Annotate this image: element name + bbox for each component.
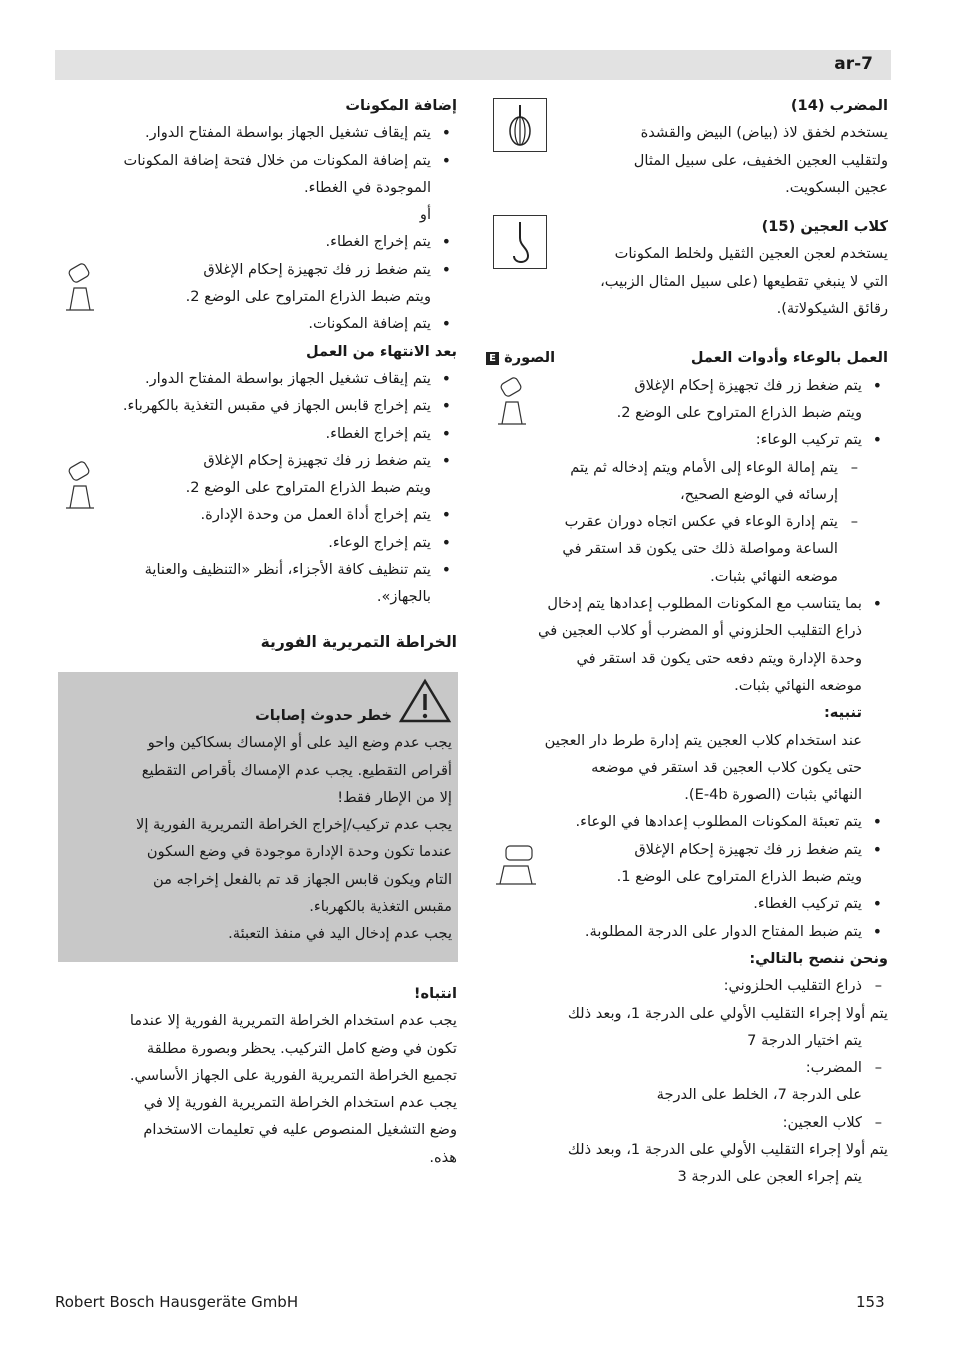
list-item: ويتم ضبط الذراع المتراوح على الوضع 2. — [616, 403, 862, 421]
whisk-line: عجين البسكويت. — [785, 178, 888, 196]
dough-hook-icon — [494, 216, 546, 268]
list-item: موضعه النهائي بثبات. — [734, 676, 862, 694]
list-item: – المضرب: — [486, 1054, 888, 1081]
list-item: • يتم ضغط زر فك تجهيزة إحكام الإغلاق — [55, 256, 457, 283]
figure-tag: E — [486, 352, 499, 365]
warning-line: يجب عدم إدخال اليد في منفذ التعبئة. — [228, 925, 452, 943]
note-line: عند استخدام كلاب العجين يتم إدارة طرط دار العجين — [544, 731, 862, 749]
list-item: • يتم تنظيف كافة الأجزاء، أنظر «التنظيف والعناية — [55, 556, 457, 583]
list-item: الساعة ومواصلة ذلك حتى يكون قد استقر في — [562, 540, 838, 558]
list-item: بالجهاز». — [376, 588, 431, 606]
list-item: إرسائه في الوضع الصحيح، — [679, 485, 838, 503]
attention-line: تجميع الخراطة التمريرية الفورية على الجهاز الأساسي. — [129, 1066, 457, 1084]
list-item: – يتم إدارة الوعاء في عكس اتجاه دوران عقرب — [486, 508, 888, 535]
list-item: الموجودة في الغطاء. — [303, 178, 431, 196]
attention-section — [55, 980, 457, 1171]
list-item: يتم أولا إجراء التقليب الأولي على الدرجة 1، وبعد ذلك — [567, 1004, 888, 1022]
mixer-head-down-icon — [492, 840, 540, 888]
dough-hook-line: رقائق الشيكولاتة). — [776, 300, 888, 318]
attention-title: انتباه! — [413, 985, 457, 1002]
list-item: • يتم تركيب الوعاء: — [558, 426, 888, 453]
list-item: • بما يتناسب مع المكونات المطلوب إعدادها يتم إدخال — [486, 590, 888, 617]
warning-box — [58, 672, 458, 962]
whisk-line: ولتقليب العجين الخفيف، على سبيل المثال — [633, 151, 888, 169]
list-item: – ذراع التقليب الحلزوني: — [486, 972, 888, 999]
list-item: ذراع التقليب الحلزوني أو المضرب أو كلاب العجين في — [538, 622, 862, 640]
list-item: يتم أولا إجراء التقليب الأولي على الدرجة 1، وبعد ذلك — [567, 1140, 888, 1158]
dough-hook-line: التي لا ينبغي تقطيعها (على سبيل المثال الزبيب، — [600, 272, 888, 290]
warning-line: مقبس التغذية بالكهرباء. — [309, 898, 452, 916]
figure-ref — [486, 344, 555, 371]
list-item: يتم اختيار الدرجة 7 — [747, 1031, 862, 1049]
attention-line: وضع التشغيل المنصوص عليه في تعليمات الاستخدام — [143, 1121, 457, 1139]
list-item: • يتم ضبط المفتاح الدوار على الدرجة المطلوبة. — [486, 918, 888, 945]
figure-label: الصورة — [504, 349, 556, 367]
warning-line: يجب عدم وضع اليد على أو الإمساك بسكاكين واحو — [147, 734, 452, 752]
warning-title: خطر حدوث إصابات — [255, 707, 392, 724]
footer-company: Robert Bosch Hausgeräte GmbH — [55, 1293, 299, 1311]
left-column — [55, 92, 457, 656]
list-item: • يتم إيقاف تشغيل الجهاز بواسطة المفتاح الدوار. — [55, 365, 457, 392]
list-item: ويتم ضبط الذراع المتراوح على الوضع 2. — [185, 288, 431, 306]
list-item: • يتم إضافة المكونات من خلال فتحة إضافة المكونات — [55, 147, 457, 174]
after-work-title: بعد الانتهاء من العمل — [306, 342, 457, 360]
list-item: • يتم إخراج الوعاء. — [55, 529, 457, 556]
dough-hook-title: كلاب العجين (15) — [761, 218, 888, 236]
header-bar — [55, 50, 891, 80]
list-item: • يتم إيقاف تشغيل الجهاز بواسطة المفتاح الدوار. — [55, 119, 457, 146]
attention-line: هذه. — [429, 1148, 457, 1166]
note-title: تنبيه: — [823, 704, 862, 722]
list-item: • يتم إخراج الغطاء. — [55, 228, 457, 255]
warning-line: إلا من الإطار فقط! — [337, 788, 452, 806]
attention-line: يجب عدم استخدام الخراطة التمريرية الفورية إلا في — [143, 1094, 457, 1112]
dough-hook-figure — [493, 215, 547, 269]
list-item: ويتم ضبط الذراع المتراوح على الوضع 1. — [616, 868, 862, 886]
list-item: • يتم تعبئة المكونات المطلوب إعدادها في الوعاء. — [486, 808, 888, 835]
recommend-title: ونحن ننصح بالتالي: — [749, 949, 888, 967]
list-item: • يتم تركيب الغطاء. — [486, 890, 888, 917]
list-item: ويتم ضبط الذراع المتراوح على الوضع 2. — [185, 479, 431, 497]
bowl-work-title — [486, 344, 888, 371]
bowl-work-title-text: العمل بالوعاء وأدوات العمل — [690, 349, 888, 367]
warning-line: يجب عدم تركيب/إخراج الخراطة التمريرية الفورية إلا — [136, 816, 452, 834]
whisk-icon — [494, 99, 546, 151]
list-item: • يتم إخراج أداة العمل من وحدة الإدارة. — [55, 501, 457, 528]
note-line: حتى يكون كلاب العجين قد استقر في موضعه — [591, 758, 862, 776]
warning-line: التام ويكون قابس الجهاز قد تم بالفعل إخراجه من — [153, 870, 452, 888]
list-item: – يتم إمالة الوعاء إلى الأمام ويتم إدخاله ثم يتم — [486, 454, 888, 481]
footer-page-number: 153 — [856, 1293, 885, 1311]
disc-grater-title: الخراطة التمريرية الفورية — [260, 632, 457, 651]
list-item: • يتم إضافة المكونات. — [55, 310, 457, 337]
list-item: موضعه النهائي بثبات. — [710, 567, 838, 585]
list-item: يتم إجراء العجن على الدرجة 3 — [677, 1168, 862, 1186]
or-text: أو — [419, 206, 431, 224]
list-item: • يتم ضغط زر فك تجهيزة إحكام الإغلاق — [558, 836, 888, 863]
attention-line: يجب عدم استخدام الخراطة التمريرية الفورية إلا عندما — [129, 1012, 457, 1030]
list-item: • يتم إخراج الغطاء. — [55, 420, 457, 447]
attention-line: تكون في وضع كامل التركيب. يحظر وبصورة مطلقة — [146, 1039, 457, 1057]
note-line: النهائي بثبات (الصورة E-4b). — [684, 786, 862, 804]
list-item: • يتم ضغط زر فك تجهيزة إحكام الإغلاق — [558, 372, 888, 399]
warning-line: أقراص التقطيع. يجب عدم الإمساك بأقراص التقطيع — [141, 761, 452, 779]
mixer-head-up-icon — [60, 456, 100, 512]
list-item: • يتم إخراج قابس الجهاز في مقبس التغذية بالكهرباء. — [55, 392, 457, 419]
whisk-line: يستخدم لخفق لاذ (بياض) البيض والقشدة — [640, 124, 888, 142]
list-item: وحدة الإدارة ويتم دفعه حتى يكون قد استقر في — [576, 649, 862, 667]
dough-hook-line: يستخدم لعجن العجين الثقيل ولخلط المكونات — [614, 245, 888, 263]
mixer-head-up-icon — [492, 372, 532, 428]
warning-line: عندما تكون وحدة الإدارة موجودة في وضع السكون — [146, 843, 452, 861]
whisk-title: المضرب (14) — [790, 97, 888, 114]
list-item: – كلاب العجين: — [486, 1109, 888, 1136]
list-item: • يتم ضغط زر فك تجهيزة إحكام الإغلاق — [55, 447, 457, 474]
mixer-head-up-icon — [60, 258, 100, 314]
page-code: ar-7 — [834, 54, 873, 74]
list-item: على الدرجة 7، الخلط على الدرجة — [656, 1086, 862, 1104]
add-ingredients-title: إضافة المكونات — [345, 97, 457, 114]
whisk-figure — [493, 98, 547, 152]
